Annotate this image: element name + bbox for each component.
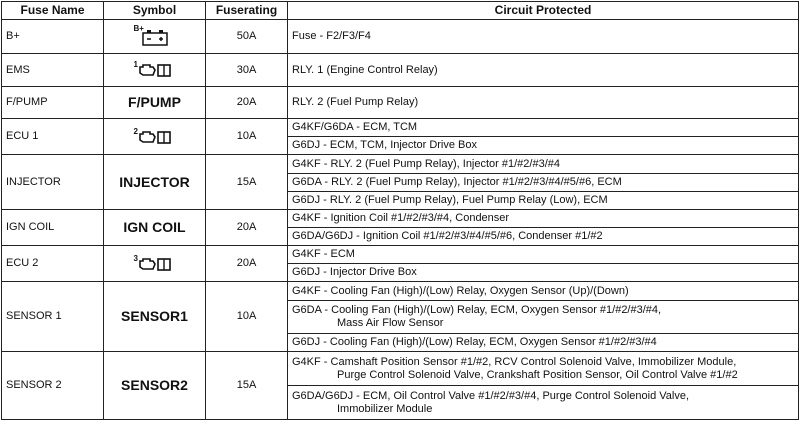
table-row — [2, 20, 799, 54]
symbol-text: SENSOR2 — [104, 352, 206, 420]
fuse-rating: 20A — [206, 210, 288, 246]
fuse-name: B+ — [2, 20, 104, 54]
circuit-protected: G4KF - Ignition Coil #1/#2/#3/#4, Condenser — [288, 210, 799, 228]
table-row — [2, 87, 799, 119]
circuit-protected: G6DJ - Cooling Fan (High)/(Low) Relay, ECM, Oxygen Sensor #1/#2/#3/#4 — [288, 334, 799, 352]
symbol-cell — [104, 20, 206, 54]
battery-icon — [133, 23, 170, 46]
fuse-name: EMS — [2, 54, 104, 87]
fuse-rating: 10A — [206, 119, 288, 155]
circuit-line: G6DA - Cooling Fan (High)/(Low) Relay, ECM, Oxygen Sensor #1/#2/#3/#4, — [292, 304, 662, 316]
circuit-protected: G6DA/G6DJ - Ignition Coil #1/#2/#3/#4/#5/#6, Condenser #1/#2 — [288, 228, 799, 246]
circuit-protected: G6DJ - ECM, TCM, Injector Drive Box — [288, 137, 799, 155]
circuit-protected: G6DJ - Injector Drive Box — [288, 264, 799, 282]
fuse-name: SENSOR 1 — [2, 282, 104, 352]
circuit-protected: RLY. 1 (Engine Control Relay) — [288, 54, 799, 87]
circuit-protected: RLY. 2 (Fuel Pump Relay) — [288, 87, 799, 119]
table-row — [2, 54, 799, 87]
fuse-table — [1, 1, 799, 420]
header-circuit-protected: Circuit Protected — [288, 2, 799, 20]
symbol-cell — [104, 54, 206, 87]
symbol-text: SENSOR1 — [104, 282, 206, 352]
engine-book-icon — [133, 126, 172, 145]
symbol-text: IGN COIL — [104, 210, 206, 246]
fuse-rating: 15A — [206, 155, 288, 210]
circuit-line: G6DA/G6DJ - ECM, Oil Control Valve #1/#2/#3/#4, Purge Control Solenoid Valve, — [292, 389, 690, 402]
circuit-protected: G4KF - Cooling Fan (High)/(Low) Relay, Oxygen Sensor (Up)/(Down) — [288, 282, 799, 301]
fuse-rating: 30A — [206, 54, 288, 87]
table-row — [2, 352, 799, 386]
symbol-text: INJECTOR — [104, 155, 206, 210]
circuit-line-continued: Immobilizer Module — [337, 402, 433, 415]
table-row — [2, 155, 799, 174]
table-row — [2, 210, 799, 228]
circuit-protected: G6DA - RLY. 2 (Fuel Pump Relay), Injector #1/#2/#3/#4/#5/#6, ECM — [288, 174, 799, 192]
fuse-rating: 15A — [206, 352, 288, 420]
header-row — [2, 2, 799, 20]
symbol-text: F/PUMP — [104, 87, 206, 119]
fuse-rating: 50A — [206, 20, 288, 54]
circuit-protected: G4KF - ECM — [288, 246, 799, 264]
circuit-line-continued: Purge Control Solenoid Valve, Crankshaft Position Sensor, Oil Control Valve #1/#2 — [337, 368, 738, 381]
header-fuse-name: Fuse Name — [2, 2, 104, 20]
icon-number: 2 — [133, 126, 138, 136]
engine-book-icon — [133, 60, 172, 78]
engine-book-icon — [133, 253, 172, 272]
circuit-protected — [288, 352, 799, 386]
fuse-name: IGN COIL — [2, 210, 104, 246]
circuit-protected: G4KF - RLY. 2 (Fuel Pump Relay), Injector #1/#2/#3/#4 — [288, 155, 799, 174]
circuit-line: G4KF - Camshaft Position Sensor #1/#2, RCV Control Solenoid Valve, Immobilizer Module, — [292, 355, 737, 368]
fuse-name: F/PUMP — [2, 87, 104, 119]
table-row — [2, 246, 799, 264]
icon-number: 3 — [133, 253, 138, 263]
circuit-protected — [288, 386, 799, 420]
battery-icon-label: B+ — [133, 23, 144, 33]
table-row — [2, 282, 799, 301]
table-row — [2, 119, 799, 137]
circuit-protected: Fuse - F2/F3/F4 — [288, 20, 799, 54]
fuse-rating: 20A — [206, 246, 288, 282]
fuse-rating: 10A — [206, 282, 288, 352]
circuit-protected — [288, 301, 799, 334]
circuit-line-continued: Mass Air Flow Sensor — [337, 317, 444, 329]
header-symbol: Symbol — [104, 2, 206, 20]
fuse-name: INJECTOR — [2, 155, 104, 210]
fuse-rating: 20A — [206, 87, 288, 119]
fuse-name: ECU 1 — [2, 119, 104, 155]
symbol-cell — [104, 119, 206, 155]
fuse-name: ECU 2 — [2, 246, 104, 282]
header-fuserating: Fuserating — [206, 2, 288, 20]
fuse-name: SENSOR 2 — [2, 352, 104, 420]
icon-number: 1 — [133, 60, 138, 69]
circuit-protected: G6DJ - RLY. 2 (Fuel Pump Relay), Fuel Pump Relay (Low), ECM — [288, 192, 799, 210]
circuit-protected: G4KF/G6DA - ECM, TCM — [288, 119, 799, 137]
symbol-cell — [104, 246, 206, 282]
